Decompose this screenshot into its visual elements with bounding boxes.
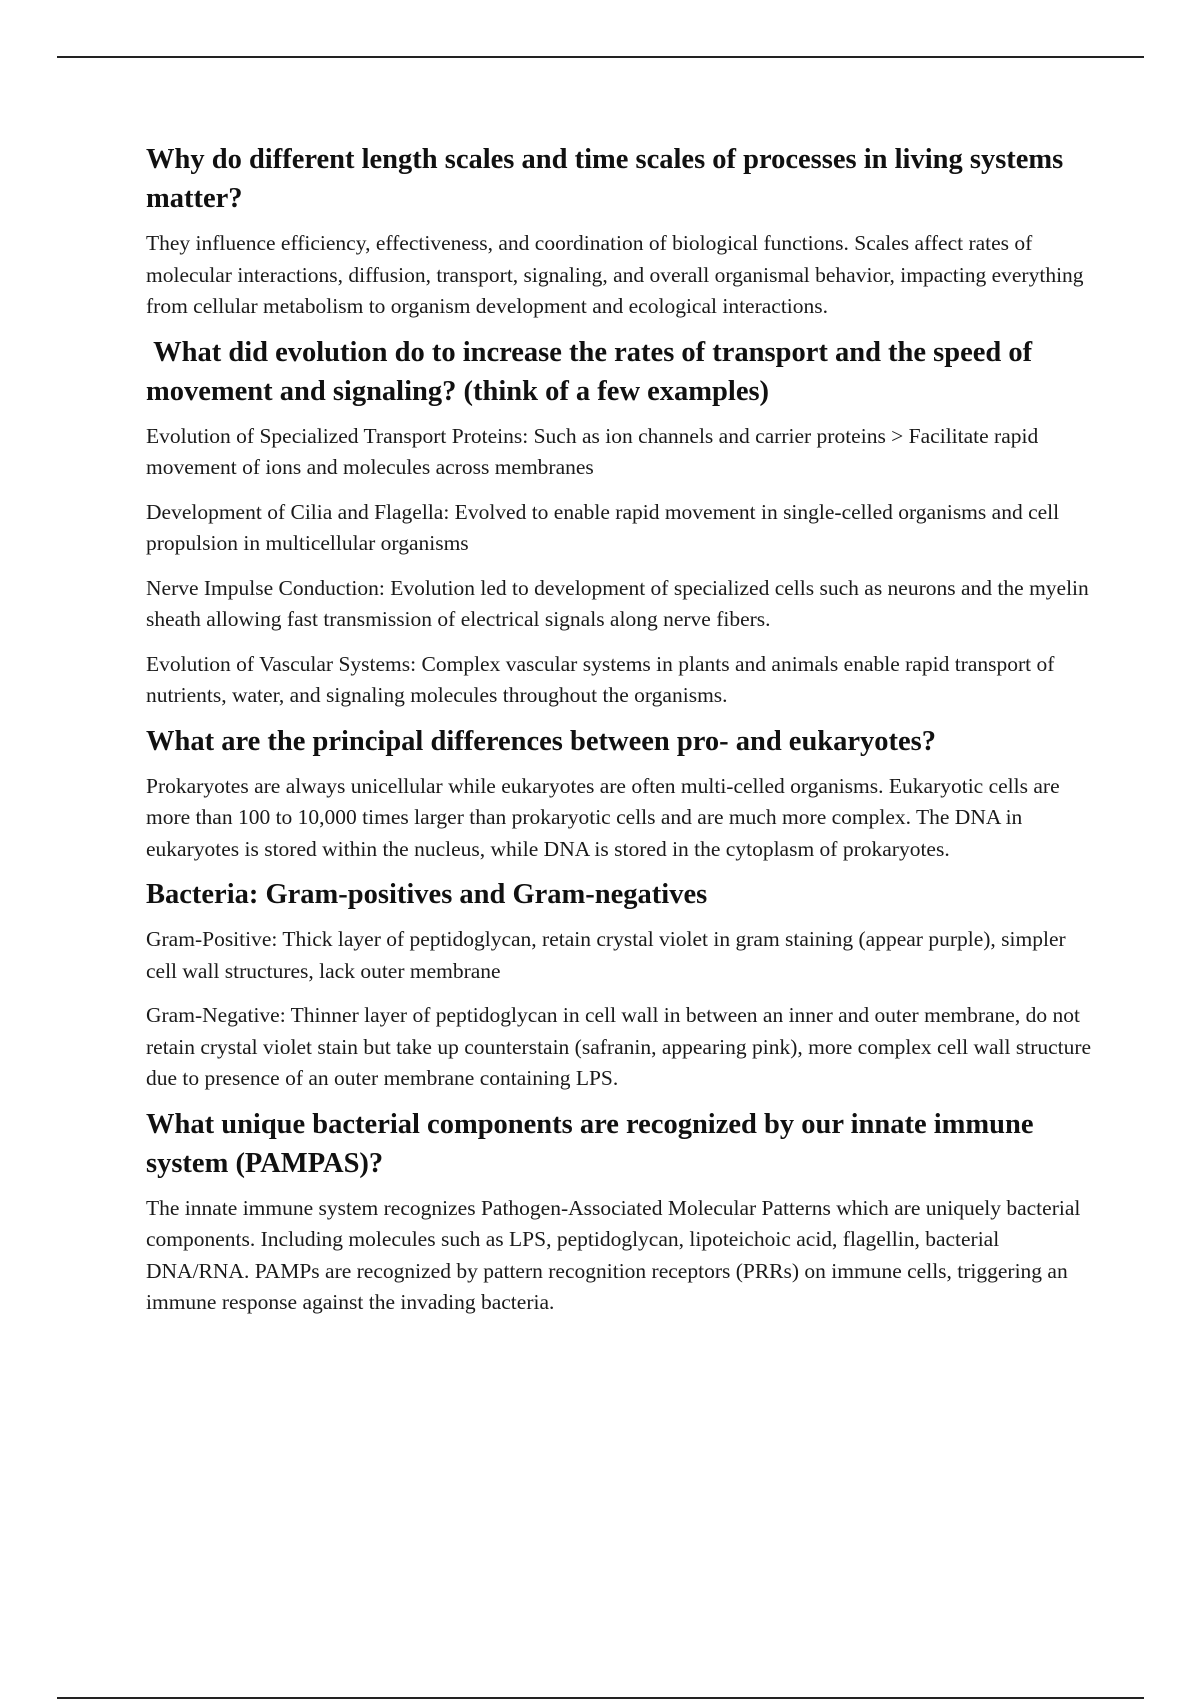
paragraph: Nerve Impulse Conduction: Evolution led to development of specialized cells such as neurons and the myelin sheath allowing fast transmission of electrical signals along nerve fibers. xyxy=(146,575,1089,631)
paragraph: They influence efficiency, effectiveness, and coordination of biological functions. Scales affect rates of molecular interactions, diffusion, transport, signaling, and overall organismal behavior, impacting everything from cellular metabolism to organism development and ecological interactions. xyxy=(146,231,1084,318)
section-heading: What are the principal differences between pro- and eukaryotes? xyxy=(146,725,937,757)
document-body xyxy=(146,140,1098,1329)
section-heading: What unique bacterial components are recognized by our innate immune system (PAMPAS)? xyxy=(146,1108,1034,1179)
paragraph: Evolution of Vascular Systems: Complex vascular systems in plants and animals enable rapid transport of nutrients, water, and signaling molecules throughout the organisms. xyxy=(146,651,1055,707)
paragraph: Evolution of Specialized Transport Proteins: Such as ion channels and carrier proteins > Facilitate rapid movement of ions and molecules across membranes xyxy=(146,423,1039,479)
paragraph: Gram-Negative: Thinner layer of peptidoglycan in cell wall in between an inner and outer membrane, do not retain crystal violet stain but take up counterstain (safranin, appearing pink), more complex cell wall structure due to presence of an outer membrane containing LPS. xyxy=(146,1003,1092,1090)
bottom-rule xyxy=(57,1697,1144,1699)
top-rule xyxy=(57,56,1144,58)
section-pro-eukaryotes xyxy=(146,722,1098,866)
paragraph: The innate immune system recognizes Pathogen-Associated Molecular Patterns which are uniquely bacterial components. Including molecules such as LPS, peptidoglycan, lipoteichoic acid, flagellin, bacterial DNA/RNA. PAMPs are recognized by pattern recognition receptors (PRRs) on immune cells, triggering an immune response against the invading bacteria. xyxy=(146,1195,1081,1314)
section-heading: Why do different length scales and time scales of processes in living systems matter? xyxy=(146,144,1064,214)
section-gram-bacteria xyxy=(146,875,1098,1095)
section-length-time-scales xyxy=(146,140,1098,323)
section-heading: What did evolution do to increase the rates of transport and the speed of movement and signaling? (think of a few examples) xyxy=(146,336,1040,407)
paragraph: Prokaryotes are always unicellular while eukaryotes are often multi-celled organisms. Eukaryotic cells are more than 100 to 10,000 times larger than prokaryotic cells and are much more complex. The DNA in eukaryotes is stored within the nucleus, while DNA is stored in the cytoplasm of prokaryotes. xyxy=(146,773,1060,861)
paragraph: Development of Cilia and Flagella: Evolved to enable rapid movement in single-celled organisms and cell propulsion in multicellular organisms xyxy=(146,499,1060,555)
section-heading: Bacteria: Gram-positives and Gram-negatives xyxy=(146,879,708,910)
section-evolution-transport xyxy=(146,333,1098,712)
section-pamps xyxy=(146,1105,1098,1319)
paragraph: Gram-Positive: Thick layer of peptidoglycan, retain crystal violet in gram staining (appear purple), simpler cell wall structures, lack outer membrane xyxy=(146,927,1066,983)
